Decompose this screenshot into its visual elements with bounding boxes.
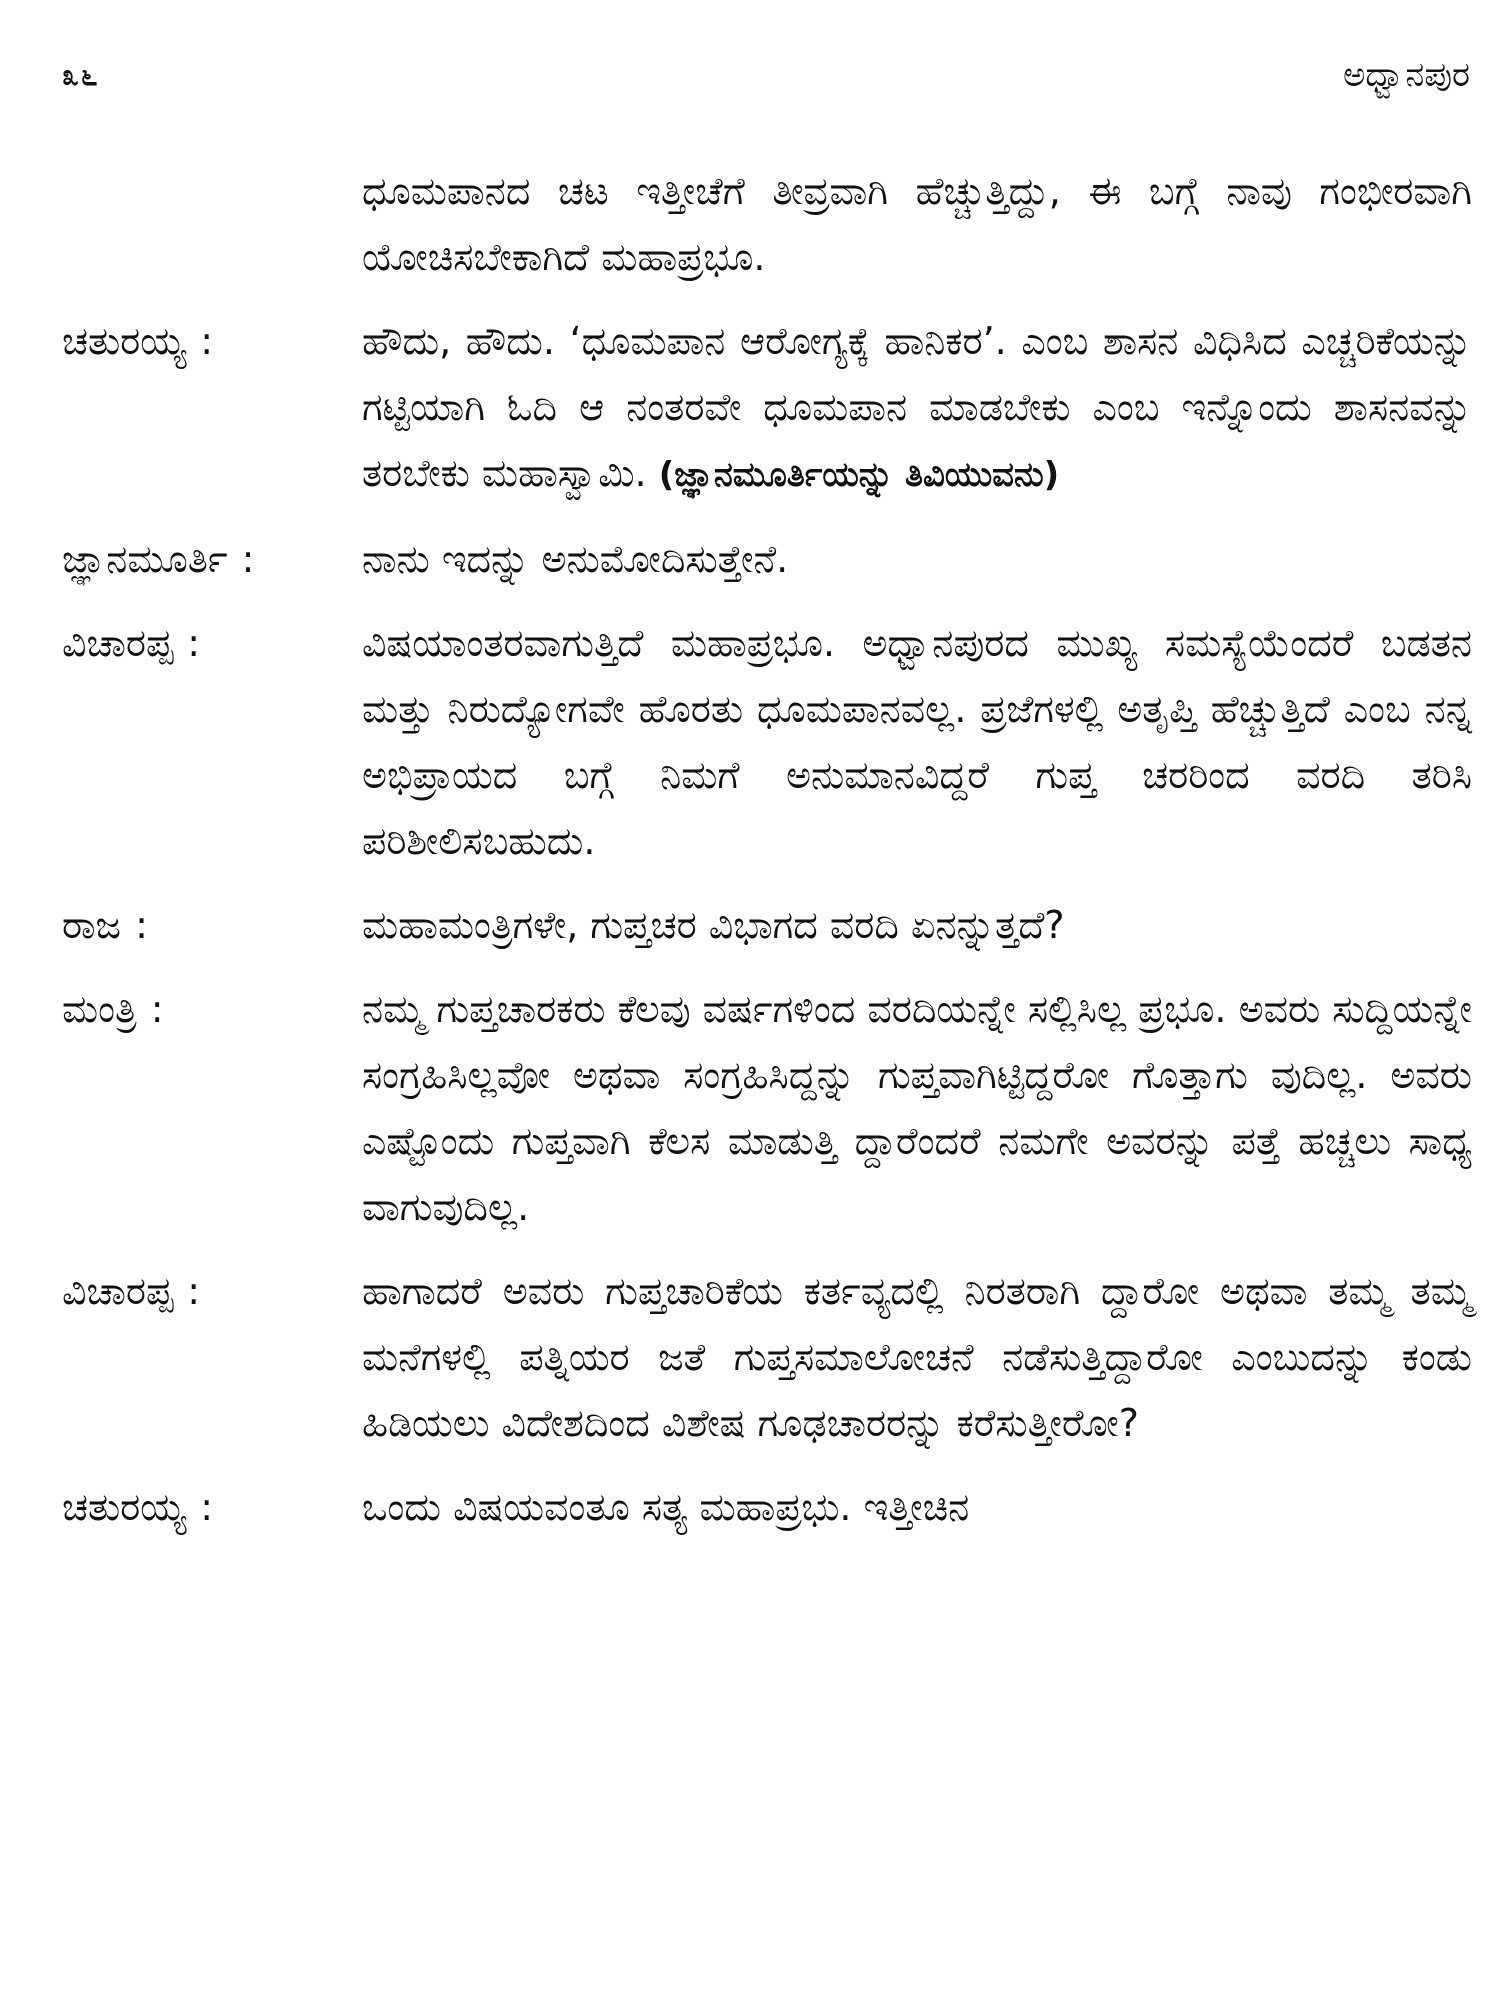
speaker-label: ಚತುರಯ್ಯ xyxy=(62,319,187,363)
speech-text: ಧೂಮಪಾನದ ಚಟ ಇತ್ತೀಚೆಗೆ ತೀವ್ರವಾಗಿ ಹೆಚ್ಚುತ್ತಿದ್ದು, ಈ ಬಗ್ಗೆ ನಾವು ಗಂಭೀರವಾಗಿ ಯೋಚಿಸಬೇಕಾಗಿದೆ ಮಹಾಪ್ರಭೂ. xyxy=(362,169,1472,279)
speaker-colon: : xyxy=(150,987,164,1031)
page-number: ೩೬ xyxy=(62,58,100,93)
speaker-name xyxy=(62,526,362,592)
dialogue-entry xyxy=(62,976,1472,1240)
speech-text: ನಮ್ಮ ಗುಪ್ತಚಾರಕರು ಕೆಲವು ವರ್ಷಗಳಿಂದ ವರದಿಯನ್ನೇ ಸಲ್ಲಿಸಿಲ್ಲ ಪ್ರಭೂ. ಅವರು ಸುದ್ದಿಯನ್ನೇ ಸಂಗ್ರಹಿಸಿಲ್ಲವೋ ಅಥವಾ ಸಂಗ್ರಹಿಸಿದ್ದನ್ನು ಗುಪ್ತವಾಗಿಟ್ಟಿದ್ದರೋ ಗೊತ್ತಾಗು ವುದಿಲ್ಲ. ಅವರು ಎಷ್ಟೊಂದು ಗುಪ್ತವಾಗಿ ಕೆಲಸ ಮಾಡುತ್ತಿ ದ್ದಾರೆಂದರೆ ನಮಗೇ ಅವರನ್ನು ಪತ್ತೆ ಹಚ್ಚಲು ಸಾಧ್ಯ ವಾಗುವುದಿಲ್ಲ. xyxy=(362,987,1472,1229)
speaker-name xyxy=(62,892,362,958)
play-script xyxy=(62,158,1472,1558)
speaker-label: ಚತುರಯ್ಯ xyxy=(62,1485,187,1529)
dialogue-entry xyxy=(62,158,1472,290)
speech-text: ಒಂದು ವಿಷಯವಂತೂ ಸತ್ಯ ಮಹಾಪ್ರಭು. ಇತ್ತೀಚಿನ xyxy=(362,1485,970,1529)
dialogue-entry xyxy=(62,526,1472,592)
speech-line: ಹೌದು, ಹೌದು. ‘ಧೂಮಪಾನ ಆರೋಗ್ಯಕ್ಕೆ ಹಾನಿಕರ’. ಎಂಬ ಶಾಸನ ವಿಧಿಸಿದ ಎಚ್ಚರಿಕೆಯನ್ನು ಗಟ್ಟಿಯಾಗಿ ಓದಿ ಆ ನಂತರವೇ ಧೂಮಪಾನ ಮಾಡಬೇಕು ಎಂಬ ಇನ್ನೊಂದು ಶಾಸನವನ್ನು ತರಬೇಕು ಮಹಾಸ್ವಾಮಿ. xyxy=(362,319,1472,495)
dialogue-entry xyxy=(62,308,1472,508)
speaker-colon: : xyxy=(135,903,148,947)
speaker-name xyxy=(62,976,362,1240)
speaker-colon: : xyxy=(241,537,255,581)
speaker-label: ಜ್ಞಾನಮೂರ್ತಿ xyxy=(62,537,228,581)
stage-direction: (ಜ್ಞಾನಮೂರ್ತಿಯನ್ನು ತಿವಿಯುವನು) xyxy=(658,455,1060,495)
speaker-name xyxy=(62,308,362,508)
dialogue-entry xyxy=(62,610,1472,874)
speaker-name xyxy=(62,610,362,874)
speaker-colon: : xyxy=(200,319,214,363)
speaker-label: ವಿಚಾರಪ್ಪ xyxy=(62,1269,174,1313)
speaker-name xyxy=(62,1258,362,1456)
speaker-label: ಮಂತ್ರಿ xyxy=(62,987,137,1031)
speech-text: ನಾನು ಇದನ್ನು ಅನುಮೋದಿಸುತ್ತೇನೆ. xyxy=(362,537,789,581)
speaker-colon: : xyxy=(187,621,201,665)
speaker-name xyxy=(62,1474,362,1540)
speaker-label: ವಿಚಾರಪ್ಪ xyxy=(62,621,174,665)
speaker-colon: : xyxy=(200,1485,214,1529)
dialogue-entry xyxy=(62,892,1472,958)
dialogue-entry xyxy=(62,1474,1472,1540)
speech-text: ವಿಷಯಾಂತರವಾಗುತ್ತಿದೆ ಮಹಾಪ್ರಭೂ. ಅಧ್ವಾನಪುರದ ಮುಖ್ಯ ಸಮಸ್ಯೆಯೆಂದರೆ ಬಡತನ ಮತ್ತು ನಿರುದ್ಯೋಗವೇ ಹೊರತು ಧೂಮಪಾನವಲ್ಲ. ಪ್ರಜೆಗಳಲ್ಲಿ ಅತೃಪ್ತಿ ಹೆಚ್ಚುತ್ತಿದೆ ಎಂಬ ನನ್ನ ಅಭಿಪ್ರಾಯದ ಬಗ್ಗೆ ನಿಮಗೆ ಅನುಮಾನವಿದ್ದರೆ ಗುಪ್ತ ಚರರಿಂದ ವರದಿ ತರಿಸಿ ಪರಿಶೀಲಿಸಬಹುದು. xyxy=(362,621,1472,863)
speech-text xyxy=(362,308,1472,508)
dialogue-entry xyxy=(62,1258,1472,1456)
speech-text: ಮಹಾಮಂತ್ರಿಗಳೇ, ಗುಪ್ತಚರ ವಿಭಾಗದ ವರದಿ ಏನನ್ನುತ್ತದೆ? xyxy=(362,903,1065,947)
speaker-colon: : xyxy=(187,1269,201,1313)
speech-text: ಹಾಗಾದರೆ ಅವರು ಗುಪ್ತಚಾರಿಕೆಯ ಕರ್ತವ್ಯದಲ್ಲಿ ನಿರತರಾಗಿ ದ್ದಾರೋ ಅಥವಾ ತಮ್ಮ ತಮ್ಮ ಮನೆಗಳಲ್ಲಿ ಪತ್ನಿಯರ ಜತೆ ಗುಪ್ತಸಮಾಲೋಚನೆ ನಡೆಸುತ್ತಿದ್ದಾರೋ ಎಂಬುದನ್ನು ಕಂಡು ಹಿಡಿಯಲು ವಿದೇಶದಿಂದ ವಿಶೇಷ ಗೂಢಚಾರರನ್ನು ಕರೆಸುತ್ತೀರೋ? xyxy=(362,1269,1472,1445)
speaker-label: ರಾಜ xyxy=(62,903,122,947)
running-title: ಅಧ್ವಾನಪುರ xyxy=(1342,55,1470,95)
